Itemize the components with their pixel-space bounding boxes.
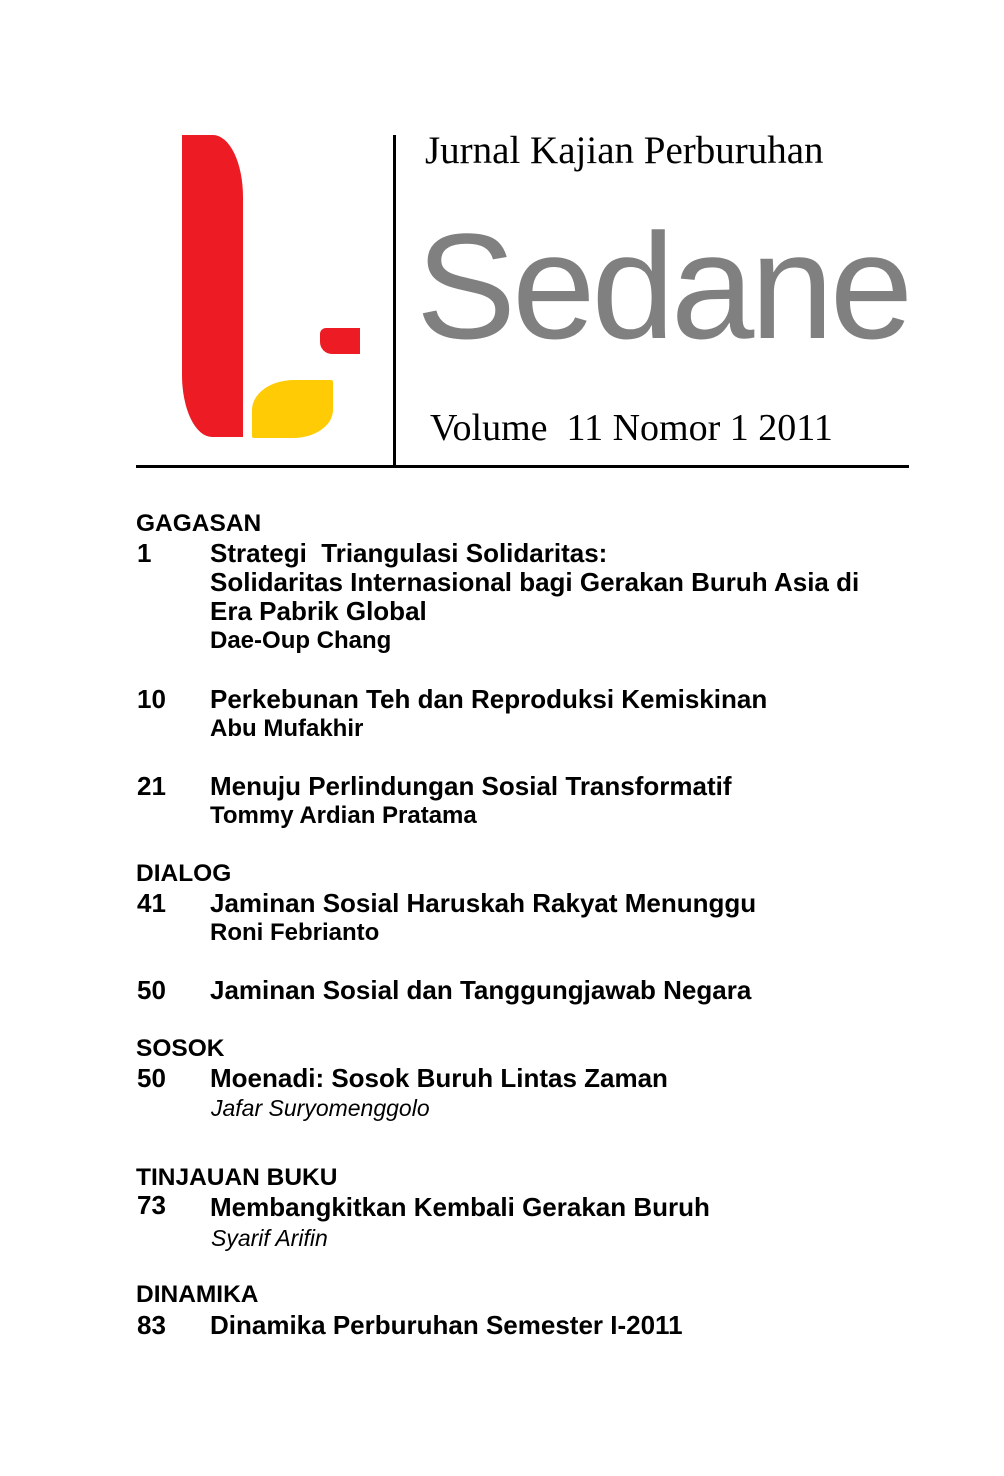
logo-red-bar (182, 135, 243, 437)
toc-entry-author: Tommy Ardian Pratama (210, 802, 477, 829)
toc-entry-title: Moenadi: Sosok Buruh Lintas Zaman (210, 1063, 668, 1093)
toc-page-number: 1 (137, 538, 152, 568)
toc-entry-title: Menuju Perlindungan Sosial Transformatif (210, 771, 732, 801)
toc-section-heading: DIALOG (136, 860, 232, 887)
toc-entry-title: Strategi Triangulasi Solidaritas: (210, 538, 608, 568)
vertical-divider (393, 135, 396, 467)
issue-info: Volume 11 Nomor 1 2011 (430, 407, 833, 449)
toc-entry-title: Dinamika Perburuhan Semester I-2011 (210, 1310, 683, 1340)
toc-page-number: 83 (137, 1310, 166, 1340)
toc-section-heading: SOSOK (136, 1035, 225, 1062)
toc-page-number: 50 (137, 1063, 166, 1093)
toc-entry-author: Abu Mufakhir (210, 715, 364, 742)
toc-entry-author: Jafar Suryomenggolo (211, 1095, 430, 1121)
toc-entry-author: Syarif Arifin (211, 1225, 328, 1251)
toc-entry-title: Era Pabrik Global (210, 596, 427, 626)
toc-entry-title: Membangkitkan Kembali Gerakan Buruh (210, 1192, 710, 1222)
toc-page-number: 41 (137, 888, 166, 918)
logo-red-square (320, 328, 360, 354)
toc-entry-author: Dae-Oup Chang (210, 627, 392, 654)
toc-page-number: 73 (137, 1190, 166, 1220)
toc-entry-title: Jaminan Sosial dan Tanggungjawab Negara (210, 975, 752, 1005)
toc-entry-title: Solidaritas Internasional bagi Gerakan Buruh Asia di (210, 567, 860, 597)
toc-section-heading: DINAMIKA (136, 1281, 259, 1308)
toc-page-number: 50 (137, 975, 166, 1005)
horizontal-divider (136, 465, 909, 468)
journal-title: Sedane (416, 202, 910, 370)
toc-page-number: 21 (137, 771, 166, 801)
toc-section-heading: GAGASAN (136, 510, 262, 537)
toc-section-heading: TINJAUAN BUKU (136, 1164, 338, 1191)
toc-entry-author: Roni Febrianto (210, 919, 380, 946)
logo-yellow-shape (252, 380, 333, 438)
toc-page-number: 10 (137, 684, 166, 714)
toc-entry-title: Jaminan Sosial Haruskah Rakyat Menunggu (210, 888, 757, 918)
journal-name: Jurnal Kajian Perburuhan (425, 129, 824, 172)
toc-entry-title: Perkebunan Teh dan Reproduksi Kemiskinan (210, 684, 768, 714)
